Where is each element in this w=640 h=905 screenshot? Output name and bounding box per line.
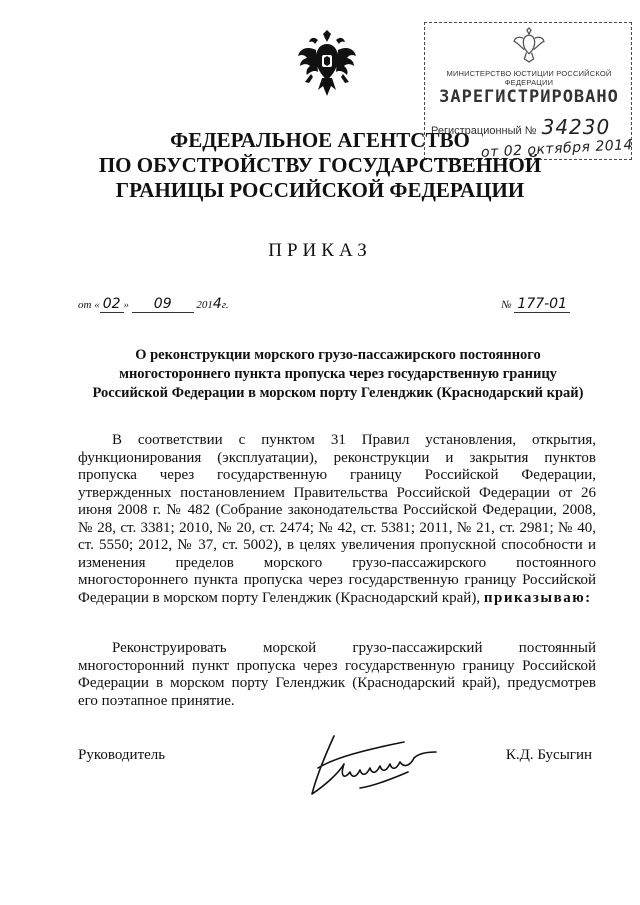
signatory-title: Руководитель [78,747,166,763]
stamp-eagle-icon [511,27,547,63]
stamp-registration-number: 34230 [541,115,611,139]
agency-heading [60,128,580,203]
signatory-name: К.Д. Бусыгин [505,747,592,763]
subject-line-1: О реконструкции морского грузо-пассажирского постоянного [135,347,541,363]
order-number [501,296,570,312]
order-date-year-digit: 4 [212,296,222,312]
subject-line-3: Российской Федерации в морском порту Геленджик (Краснодарский край) [92,385,584,401]
order-date-month: 09 [132,296,194,313]
agency-line-2: ПО ОБУСТРОЙСТВУ ГОСУДАРСТВЕННОЙ [98,153,542,177]
body-paragraph-1-order-word: приказываю: [483,589,592,606]
stamp-registered-label: ЗАРЕГИСТРИРОВАНО [439,87,619,107]
stamp-registration-date: от 02 октября 2014 [480,136,634,161]
stamp-ministry-name: МИНИСТЕРСТВО ЮСТИЦИИ РОССИЙСКОЙ ФЕДЕРАЦИИ [446,69,612,87]
order-date-prefix: от « [78,299,100,311]
subject-line-2: многостороннего пункта пропуска через государственную границу [119,366,557,382]
order-date-day: 02 [100,296,124,313]
agency-line-3: ГРАНИЦЫ РОССИЙСКОЙ ФЕДЕРАЦИИ [115,178,525,202]
order-date-suffix: г. [221,299,229,311]
order-date [78,296,229,312]
body-paragraph-2: Реконструировать морской грузо-пассажирский постоянный многосторонний пункт пропуска через государственную границу Российской Федерации в морском порту Геленджик (Краснодарский край), предусмотрев его поэтапное принятие. [78,640,596,709]
body-paragraph-1 [78,432,596,607]
agency-line-1: ФЕДЕРАЛЬНОЕ АГЕНТСТВО [170,128,470,152]
order-subject [78,346,598,403]
handwritten-signature-icon [304,728,454,800]
body-paragraph-1-text: В соответствии с пунктом 31 Правил установления, открытия, функционирования (эксплуатации), реконструкции и закрытия пунктов пропуска через государственную границу Российской Федерации, утвержденных постановлением Правительства Российской Федерации от 26 июня 2008 г. № 482 (Собрание законодательства Российской Федерации, 2008, № 28, ст. 3381; 2010, № 20, ст. 2474; № 42, ст. 5381; 2011, № 21, ст. 2981; № 40, ст. 5550; 2012, № 37, ст. 5002), в целях увеличения пропускной способности и изменения пределов морского грузо-пассажирского постоянного многостороннего пункта пропуска через государственную границу Российской Федерации в морском порту Геленджик (Краснодарский край), [78,432,596,606]
order-number-prefix: № [501,299,512,311]
order-date-year-prefix: 201 [196,299,213,311]
double-headed-eagle-emblem-icon [296,28,358,98]
stamp-registration-label: Регистрационный № [431,125,537,137]
order-title: ПРИКАЗ [268,240,372,261]
order-date-mid: » [123,299,130,311]
order-number-value: 177-01 [514,296,570,313]
